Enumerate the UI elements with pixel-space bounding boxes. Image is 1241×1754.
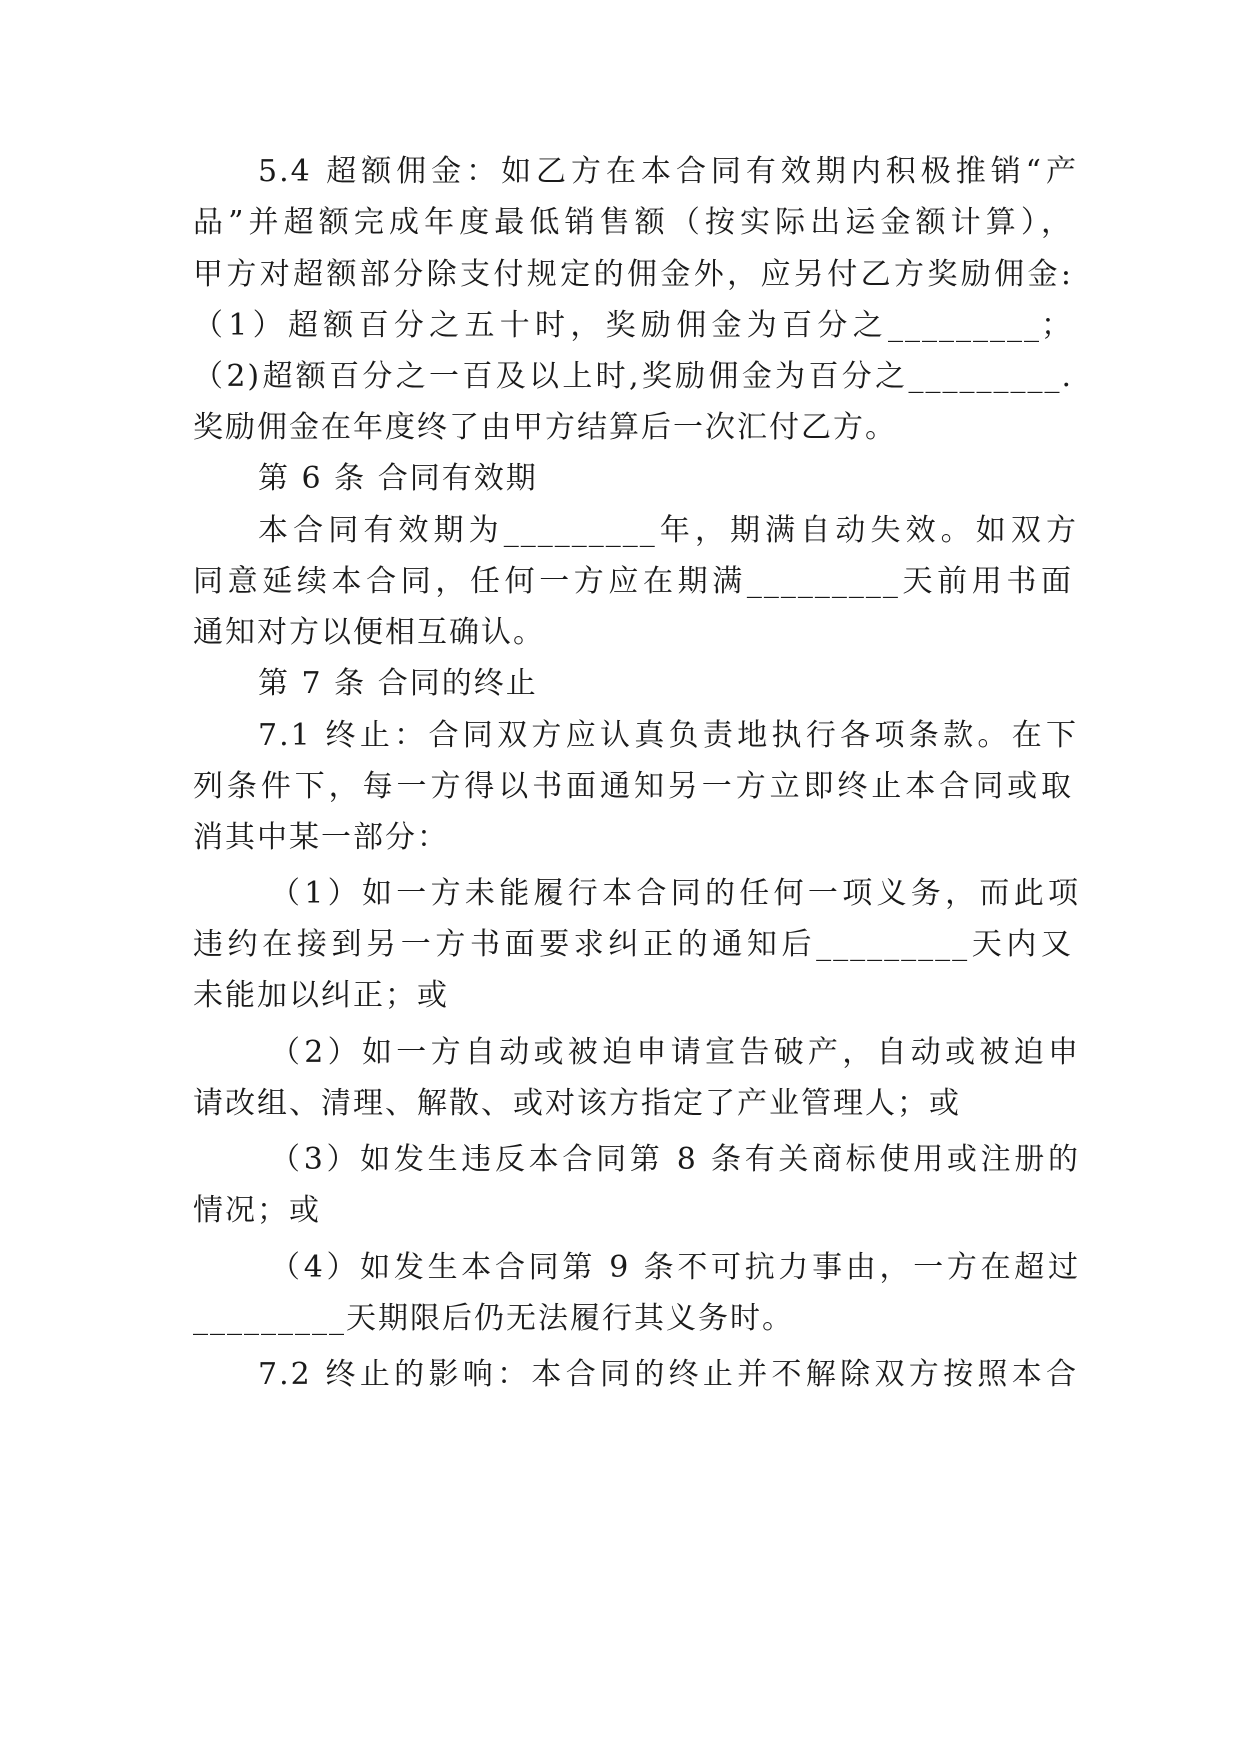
- article-6-line-1: 本合同有效期为_________年，期满自动失效。如双方: [258, 513, 1078, 548]
- clause-5-4-line-2: 品”并超额完成年度最低销售额（按实际出运金额计算），: [193, 205, 1073, 240]
- clause-7-1-item-2-line-1: （2）如一方自动或被迫申请宣告破产，自动或被迫申: [270, 1035, 1080, 1070]
- clause-5-4-item-1: （1）超额百分之五十时，奖励佣金为百分之_________；: [193, 308, 1073, 343]
- article-6-line-3: 通知对方以便相互确认。: [193, 615, 545, 650]
- clause-7-1-line-2: 列条件下，每一方得以书面通知另一方立即终止本合同或取: [193, 769, 1073, 804]
- clause-7-1-line-3: 消其中某一部分：: [193, 820, 449, 855]
- article-6-heading: 第 6 条 合同有效期: [258, 461, 538, 496]
- clause-7-1-item-4-line-1: （4）如发生本合同第 9 条不可抗力事由，一方在超过: [270, 1250, 1080, 1285]
- clause-5-4-line-6: 奖励佣金在年度终了由甲方结算后一次汇付乙方。: [193, 410, 897, 445]
- clause-7-1-item-3-line-2: 情况；或: [193, 1193, 321, 1228]
- clause-7-2-line-1: 7.2 终止的影响：本合同的终止并不解除双方按照本合: [258, 1357, 1078, 1392]
- clause-7-1-item-2-line-2: 请改组、清理、解散、或对该方指定了产业管理人；或: [193, 1086, 961, 1121]
- clause-5-4-line-1: 5.4 超额佣金：如乙方在本合同有效期内积极推销“产: [258, 154, 1078, 189]
- clause-7-1-item-1-line-2: 违约在接到另一方书面要求纠正的通知后_________天内又: [193, 927, 1073, 962]
- article-7-heading: 第 7 条 合同的终止: [258, 666, 538, 701]
- clause-7-1-item-3-line-1: （3）如发生违反本合同第 8 条有关商标使用或注册的: [270, 1142, 1080, 1177]
- article-6-line-2: 同意延续本合同，任何一方应在期满_________天前用书面: [193, 564, 1073, 599]
- clause-7-1-line-1: 7.1 终止：合同双方应认真负责地执行各项条款。在下: [258, 718, 1078, 753]
- clause-7-1-item-1-line-3: 未能加以纠正；或: [193, 978, 449, 1013]
- clause-7-1-item-4-line-2: _________天期限后仍无法履行其义务时。: [193, 1301, 794, 1336]
- clause-5-4-item-2: （2)超额百分之一百及以上时,奖励佣金为百分之_________.: [193, 359, 1073, 394]
- clause-5-4-line-3: 甲方对超额部分除支付规定的佣金外，应另付乙方奖励佣金:: [193, 257, 1073, 292]
- clause-7-1-item-1-line-1: （1）如一方未能履行本合同的任何一项义务，而此项: [270, 876, 1080, 911]
